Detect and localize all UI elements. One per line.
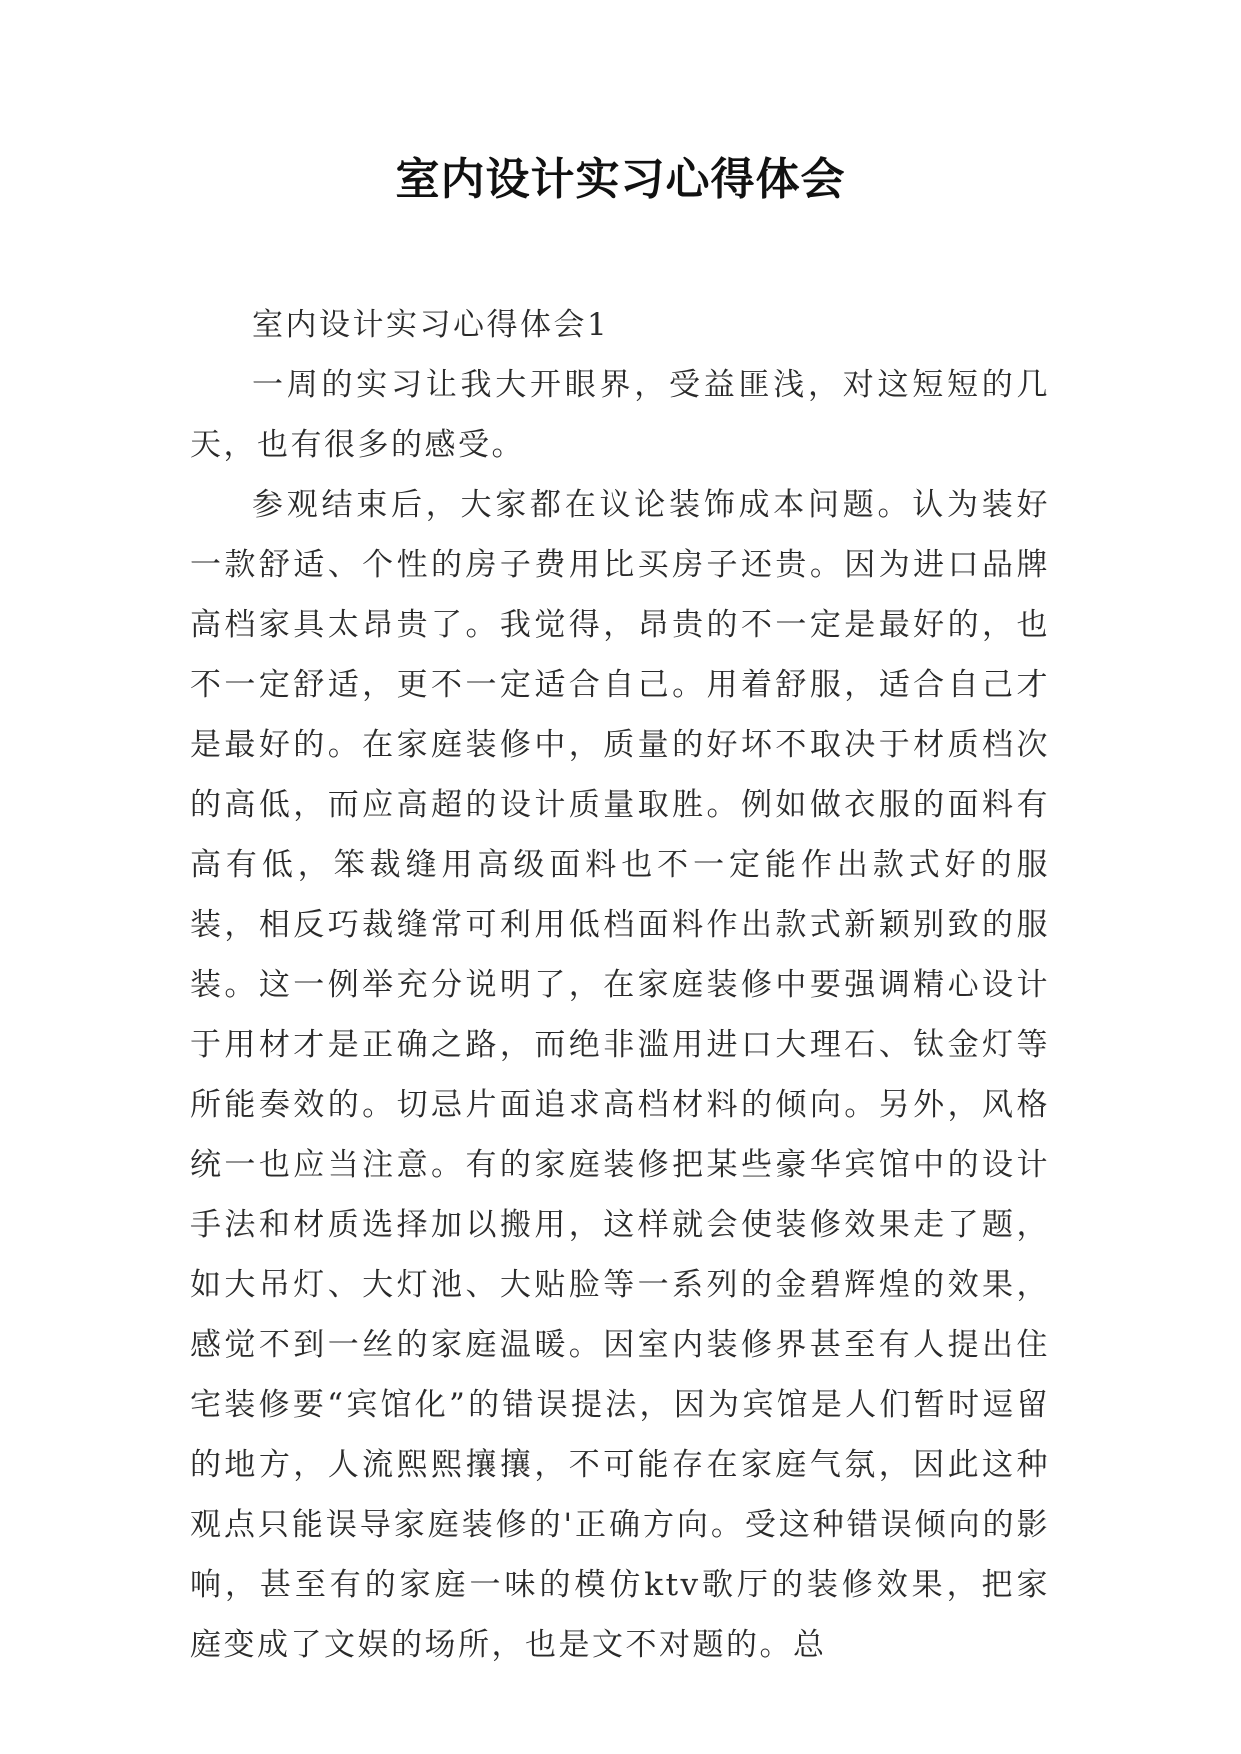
body-paragraph: 参观结束后，大家都在议论装饰成本问题。认为装好一款舒适、个性的房子费用比买房子还贵。因为进口品牌高档家具太昂贵了。我觉得，昂贵的不一定是最好的，也不一定舒适，更不一定适合自己。用着舒服，适合自己才是最好的。在家庭装修中，质量的好坏不取决于材质档次的高低，而应高超的设计质量取胜。例如做衣服的面料有高有低，笨裁缝用高级面料也不一定能作出款式好的服装，相反巧裁缝常可利用低档面料作出款式新颖别致的服装。这一例举充分说明了，在家庭装修中要强调精心设计于用材才是正确之路，而绝非滥用进口大理石、钛金灯等所能奏效的。切忌片面追求高档材料的倾向。另外，风格统一也应当注意。有的家庭装修把某些豪华宾馆中的设计手法和材质选择加以搬用，这样就会使装修效果走了题，如大吊灯、大灯池、大贴脸等一系列的金碧辉煌的效果，感觉不到一丝的家庭温暖。因室内装修界甚至有人提出住宅装修要“宾馆化”的错误提法，因为宾馆是人们暂时逗留的地方，人流熙熙攘攘，不可能存在家庭气氛，因此这种观点只能误导家庭装修的'正确方向。受这种错误倾向的影响，甚至有的家庭一味的模仿ktv歌厅的装修效果，把家庭变成了文娱的场所，也是文不对题的。总: [190, 487, 1050, 1663]
section-heading: 室内设计实习心得体会1: [252, 307, 610, 343]
document-title: 室内设计实习心得体会: [395, 154, 846, 205]
document-body: [190, 295, 1050, 1675]
body-paragraph: 一周的实习让我大开眼界，受益匪浅，对这短短的几天，也有很多的感受。: [190, 367, 1050, 463]
